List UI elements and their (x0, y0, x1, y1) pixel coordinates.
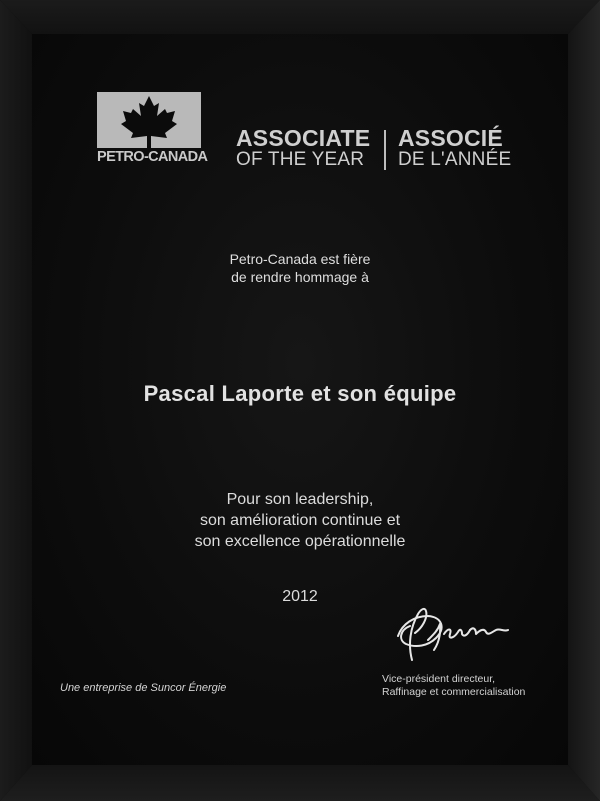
citation-line-1: Pour son leadership, (226, 491, 374, 508)
award-title-fr-sub: DE L'ANNÉE (398, 149, 512, 170)
logo-wordmark: PETRO-CANADA (97, 149, 208, 165)
petro-canada-logo (97, 92, 208, 170)
award-year: 2012 (282, 588, 318, 605)
award-title-french (398, 126, 511, 170)
award-title-en-main: ASSOCIATE (236, 125, 371, 151)
citation-text (0, 489, 600, 552)
signature (388, 600, 518, 672)
signer-title-line-2: Raffinage et commercialisation (382, 686, 526, 698)
frame-bevel-bottom (0, 765, 600, 801)
intro-line-2: de rendre hommage à (231, 269, 369, 285)
signer-title (382, 673, 525, 699)
maple-leaf-icon (97, 92, 201, 148)
award-title-en-sub: OF THE YEAR (236, 149, 365, 170)
intro-line-1: Petro-Canada est fière (229, 251, 371, 267)
intro-text (0, 250, 600, 286)
citation-line-2: son amélioration continue et (199, 512, 401, 529)
citation-line-3: son excellence opérationnelle (194, 533, 406, 550)
company-affiliation: Une entreprise de Suncor Énergie (60, 682, 227, 694)
award-title-fr-main: ASSOCIÉ (398, 125, 503, 151)
honoree-name: Pascal Laporte et son équipe (143, 381, 457, 406)
signer-title-line-1: Vice-président directeur, (382, 673, 496, 685)
award-title-english (236, 126, 370, 170)
frame-bevel-top (0, 0, 600, 34)
title-divider (384, 130, 386, 170)
